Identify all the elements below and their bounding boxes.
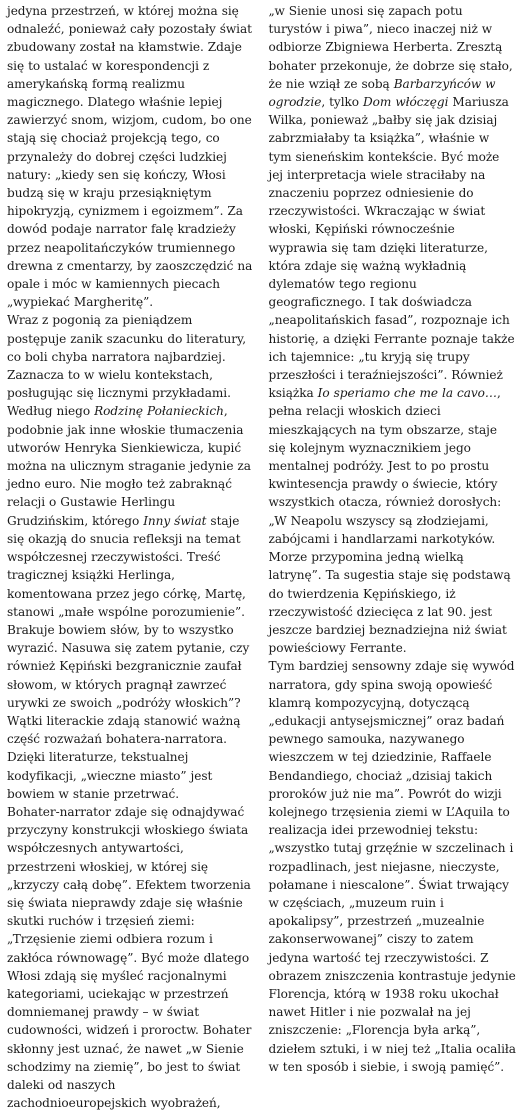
left-column <box>7 2 255 1111</box>
text-run: Bohater-narrator zdaje się odnajdywać przyczyny konstrukcji włoskiego świata współczesnych antywartości, przestrzeni włoskiej, w której się „krzyczy całą dobę”. Efektem tworzenia się świata nieprawdy zdaje się właśnie skutki ruchów i trzęsień ziemi: „Trzęsienie ziemi odbiera rozum i zakłóca równowagę”. Być może dlatego Włosi zdają się myśleć racjonalnymi kategoriami, uciekając w przestrzeń domniemanej prawdy – w świat cudowności, widzeń i proroctw. Bohater skłonny jest uznać, że nawet „w Sienie schodzimy na ziemię”, bo jest to świat daleki od naszych zachodnioeuropejskich wyobrażeń, <box>7 804 252 1111</box>
paragraph <box>7 311 255 802</box>
text-run: jedyna przestrzeń, w której można się odnaleźć, ponieważ cały pozostały świat zbudowany został na kłamstwie. Zdaje się to ustalać w korespondencji z amerykańską formą realizmu magicznego. Dlatego właśnie lepiej zawierzyć snom, wizjom, cudom, bo one stają się chociaż projekcją tego, co przynależy do dobrej części ludzkiej natury: „kiedy sen się kończy, Włosi budzą się w kraju przesiąkniętym hipokryzją, cynizmem i egoizmem”. Za dowód podaje narrator falę kradzieży przez neapolitańczyków trumiennego drewna z cmentarzy, by zaoszczędzić na opale i móc w kamiennych piecach „wypiekać Margheritę”. <box>7 4 253 310</box>
text-run: Tym bardziej sensowny zdaje się wywód narratora, gdy spina swoją opowieść klamrą kompozycyjną, dotyczącą „edukacji antysejsmicznej” oraz badań pewnego samouka, nazywanego wieszczem w tej dziedzinie, Raffaele Bendandiego, chociaż „dzisiaj takich proroków już nie ma”. Powrót do wizji kolejnego trzęsienia ziemi w L’Aquila to realizacja idei przewodniej tekstu: „wszystko tutaj grzęźnie w szczelinach i rozpadlinach, jest niejasne, nieczyste, połamane i niescalone”. Świat trwający w częściach, „muzeum ruin i apokalipsy”, przestrzeń „muzealnie zakonserwowanej” ciszy to zatem jedyna wartość tej rzeczywistości. Z obrazem zniszczenia kontrastuje jedynie Florencja, którą w 1938 roku ukochał nawet Hitler i nie pozwalał na jej zniszczenie: „Florencja była arką”, dziełem sztuki, i w niej też „Italia ocaliła w ten sposób i siebie, i swoją pamięć”. <box>268 659 516 1074</box>
paragraph <box>7 803 255 1112</box>
text-run: , pełna relacji włoskich dzieci mieszkających na tym obszarze, staje się kolejnym wyznacznikiem jego mentalnej podróży. Jest to po prostu kwintesencja prawdy o świecie, który wszystkich otacza, również dorosłych: „W Neapolu wszyscy są złodziejami, zabójcami i handlarzami narkotyków. Morze przypomina jedną wielką latrynę”. Ta sugestia staje się podstawą do twierdzenia Kępińskiego, iż rzeczywistość dziecięca z lat 90. jest jeszcze bardziej beznadziejna niż świat powieściowy Ferrante. <box>268 386 511 656</box>
italic-title: Io speriamo che me la cavo… <box>317 386 497 401</box>
italic-title: Inny świat <box>143 513 207 528</box>
text-run: „w Sienie unosi się zapach potu turystów i piwa”, nieco inaczej niż w odbiorze Zbigniewa Herberta. Zresztą bohater przekonuje, że dobrze się stało, że nie wziął ze sobą <box>268 4 513 91</box>
text-run: staje się okazją do snucia refleksji na temat współczesnej rzeczywistości. Treść tragicznej książki Herlinga, komentowana przez jego córkę, Martę, stanowi „małe wspólne porozumienie”. Brakuje bowiem słów, by to wszystko wyrazić. Nasuwa się zatem pytanie, czy również Kępiński bezgranicznie zaufał słowom, w których pragnął zawrzeć urywki ze swoich „podróży włoskich”? Wątki literackie zdają stanowić ważną część rozważań bohatera-narratora. Dzięki literaturze, tekstualnej kodyfikacji, „wieczne miasto” jest bowiem w stanie przetrwać. <box>7 513 250 801</box>
paragraph <box>269 657 517 1076</box>
paragraph <box>7 2 255 311</box>
italic-title: Barbarzyńców w ogrodzie <box>268 76 496 110</box>
text-run: , tylko <box>321 95 364 110</box>
italic-title: Dom włóczęgi <box>363 95 449 110</box>
text-run: Mariusza Wilka, ponieważ „bałby się jak dzisiaj zabrzmiałaby ta książka”, właśnie w tym sieneńskim kontekście. Być może jej interpretacja wiele straciłaby na znaczeniu poprzez odniesienie do rzeczywistości. Wkraczając w świat włoski, Kępiński równocześnie wyprawia się tam dzięki literaturze, która zdaje się ważną wykładnią dylematów tego regionu geograficznego. I tak doświadcza „neapolitańskich fasad”, rozpoznaje ich historię, a dzięki Ferrante poznaje także ich tajemnice: „tu kryją się trupy przeszłości i teraźniejszości”. Również książka <box>268 95 515 401</box>
right-column <box>268 2 517 1074</box>
italic-title: Rodzinę Połanieckich <box>94 404 224 419</box>
paragraph <box>269 2 517 657</box>
text-run: Wraz z pogonią za pieniądzem postępuje zanik szacunku do literatury, co boli chyba narratora najbardziej. Zaznacza to w wielu kontekstach, posługując się licznymi przykładami. Według niego <box>7 313 247 419</box>
text-run: , podobnie jak inne włoskie tłumaczenia utworów Henryka Sienkiewicza, kupić można na ulicznym straganie jedynie za jedno euro. Nie mogło też zabraknąć relacji o Gustawie Herlingu Grudzińskim, którego <box>7 404 251 528</box>
